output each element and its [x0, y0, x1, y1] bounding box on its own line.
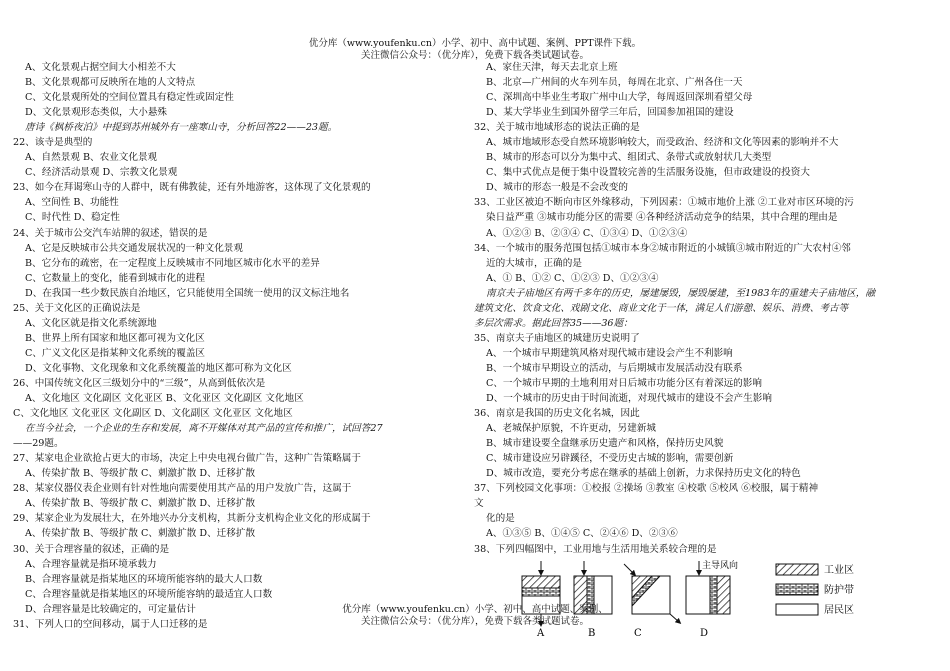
right-column-line: C、一个城市早期的土地利用对日后城市功能分区有着深远的影响 — [486, 377, 762, 389]
left-column-line: A、文化地区 文化副区 文化亚区 B、文化亚区 文化副区 文化地区 — [25, 393, 304, 405]
footer-line-1: 优分库（www.youfenku.cn）小学、初中、高中试题、案例、 — [342, 604, 608, 615]
label-d: D — [700, 627, 709, 639]
right-column-line: A、老城保护原貌，不许更动，另建新城 — [486, 423, 657, 435]
label-b: B — [588, 627, 596, 639]
left-column-line: B、世界上所有国家和地区都可视为文化区 — [25, 332, 205, 344]
page-header — [0, 38, 950, 62]
right-column-line: 32、关于城市地域形态的说法正确的是 — [474, 122, 640, 134]
left-column-line: 29、某家企业为发展壮大，在外地兴办分支机构，其新分支机构企业文化的形成属于 — [13, 513, 371, 525]
right-column-line: B、北京—广州间的火车列车员，每周在北京、广州各住一天 — [486, 77, 743, 89]
left-column-line: 在当今社会，一个企业的生存和发展，离不开媒体对其产品的宣传和推广，试回答27 — [25, 423, 383, 435]
left-column-line: C、时代性 D、稳定性 — [25, 212, 120, 224]
left-column-line: C、广义文化区是指某种文化系统的覆盖区 — [25, 347, 206, 359]
left-column-line: 25、关于文化区的正确说法是 — [13, 302, 141, 314]
left-column-line: A、合理容量就是指环境承载力 — [25, 558, 157, 570]
legend-buffer: 防护带 — [824, 584, 854, 596]
right-column-line: 南京夫子庙地区有两千多年的历史，屡建屡毁，屡毁屡建，至1983年的重建夫子庙地区，融 — [486, 287, 875, 299]
left-column-line: A、传染扩散 B、等级扩散 C、刺激扩散 D、迁移扩散 — [25, 498, 256, 510]
right-column-line: A、家住天津，每天去北京上班 — [486, 62, 618, 73]
left-column-line: 22、该寺是典型的 — [13, 137, 93, 149]
right-column-line: C、深圳高中毕业生考取广州中山大学，每周返回深圳看望父母 — [486, 92, 753, 104]
label-c: C — [634, 627, 642, 639]
right-column-line: 33、工业区被迫不断向市区外缘移动，下列因素：①城市地价上涨 ②工业对市区环境的污 — [474, 197, 854, 209]
left-column-line: C、文化景观所处的空间位置具有稳定性或固定性 — [25, 92, 234, 104]
left-column-line: C、合理容量就是指某地区的环境所能容纳的最适宜人口数 — [25, 588, 273, 600]
left-column-line: 唐诗《枫桥夜泊》中提到苏州城外有一座寒山寺，分析回答22——23题。 — [25, 122, 338, 134]
right-column-line: B、城市的形态可以分为集中式、组团式、条带式或放射状几大类型 — [486, 152, 772, 164]
left-column-line: A、文化景观占据空间大小相差不大 — [25, 62, 176, 73]
right-column-line: 37、下列校园文化事项：①校报 ②操场 ③教室 ④校歌 ⑤校风 ⑥校服，属于精神 — [474, 483, 819, 495]
legend-residential: 居民区 — [824, 604, 854, 616]
right-column-line: C、集中式优点是便于集中设置较完善的生活服务设施，但市政建设的投资大 — [486, 167, 810, 179]
left-column-line: 27、某家电企业欲抢占更大的市场，决定上中央电视台做广告，这种广告策略属于 — [13, 453, 361, 465]
left-column-line: A、文化区就是指文化系统源地 — [25, 317, 157, 329]
label-a: A — [537, 627, 545, 639]
right-column-line: D、一个城市的历史由于时间流逝，对现代城市的建设不会产生影响 — [486, 393, 772, 405]
right-column-line: D、城市改造，要充分考虑在继承的基础上创新，力求保持历史文化的特色 — [486, 468, 801, 480]
land-use-diagram — [474, 558, 924, 642]
page-footer — [0, 604, 950, 628]
right-column-line: 近的大城市，正确的是 — [486, 257, 582, 269]
left-column-line: B、文化景观都可反映所在地的人文特点 — [25, 77, 196, 89]
right-column-line: A、①②③ B、②③④ C、①③④ D、①②③④ — [486, 227, 688, 239]
right-column-line: 34、一个城市的服务范围包括①城市本身②城市附近的小城镇③城市附近的广大农村④邻 — [474, 242, 851, 254]
left-column-line: 24、关于城市公交汽车站牌的叙述，错误的是 — [13, 227, 208, 239]
right-column-line: B、城市建设要全盘继承历史遗产和风格，保持历史风貌 — [486, 438, 724, 450]
right-column-line: 建筑文化、饮食文化、戏剧文化、商业文化于一体，满足人们游憩、娱乐、消费、考古等 — [474, 302, 849, 314]
left-column-line: 23、如今在拜谒寒山寺的人群中，既有佛教徒，还有外地游客，这体现了文化景观的 — [13, 182, 371, 194]
right-column-line: 多层次需求。据此回答35——36题： — [474, 317, 633, 329]
right-column-line: 35、南京夫子庙地区的城建历史说明了 — [474, 332, 640, 344]
left-column-line: 26、中国传统文化区三级划分中的“三级”，从高到低依次是 — [13, 377, 266, 389]
left-column-line: A、空间性 B、功能性 — [25, 197, 119, 209]
left-column-line: D、文化景观形态类似，大小悬殊 — [25, 107, 168, 119]
left-column-line: 30、关于合理容量的叙述，正确的是 — [13, 543, 170, 555]
right-column-line: D、某大学毕业生到国外留学三年后，回国参加祖国的建设 — [486, 107, 734, 119]
land-use-figure — [474, 558, 924, 642]
header-line-1: 优分库（www.youfenku.cn）小学、初中、高中试题、案例、PPT课件下载。 — [308, 38, 642, 49]
left-column-line: 28、某家仪器仪表企业则有针对性地向需要使用其产品的用户发放广告，这属于 — [13, 483, 352, 495]
footer-line-2: 关注微信公众号：（优分库），免费下载各类试题试卷。 — [360, 616, 589, 627]
right-column-line: A、① B、①② C、①②③ D、①②③④ — [486, 272, 659, 284]
left-column-line: C、它数量上的变化，能看到城市化的进程 — [25, 272, 206, 284]
left-column-line: ——29题。 — [13, 438, 64, 450]
right-column-line: 38、下列四幅图中，工业用地与生活用地关系较合理的是 — [474, 543, 717, 555]
left-column-line: B、合理容量就是指某地区的环境所能容纳的最大人口数 — [25, 573, 263, 585]
right-column-line: B、一个城市早期设立的活动，与后期城市发展活动没有联系 — [486, 362, 743, 374]
right-column-line: A、一个城市早期建筑风格对现代城市建设会产生不利影响 — [486, 347, 733, 359]
left-column-line: C、文化地区 文化亚区 文化副区 D、文化副区 文化亚区 文化地区 — [13, 408, 293, 420]
left-column-line: A、传染扩散 B、等级扩散 C、刺激扩散 D、迁移扩散 — [25, 468, 256, 480]
left-column-line: A、它是反映城市公共交通发展状况的一种文化景观 — [25, 242, 243, 254]
right-column-line: 文 — [474, 498, 484, 510]
header-line-2: 关注微信公众号：（优分库），免费下载各类试题试卷。 — [360, 50, 589, 61]
left-column-line: 31、下列人口的空间移动，属于人口迁移的是 — [13, 618, 208, 630]
right-column-line: 化的是 — [486, 513, 515, 525]
left-column-line: D、合理容量是比较确定的，可定量估计 — [25, 603, 196, 615]
right-column-line: 36、南京是我国的历史文化名城，因此 — [474, 408, 640, 420]
left-column-line: A、传染扩散 B、等级扩散 C、刺激扩散 D、迁移扩散 — [25, 528, 256, 540]
left-column-line: C、经济活动景观 D、宗教文化景观 — [25, 167, 178, 179]
legend-industrial: 工业区 — [824, 564, 854, 576]
right-column-line: A、①③⑤ B、①④⑤ C、②④⑥ D、②③⑥ — [486, 528, 678, 540]
left-column-line: D、文化事物、文化现象和文化系统覆盖的地区都可称为文化区 — [25, 362, 292, 374]
left-column-line: A、自然景观 B、农业文化景观 — [25, 152, 158, 164]
left-column-line: D、在我国一些少数民族自治地区，它只能使用全国统一使用的汉文标注地名 — [25, 287, 350, 299]
right-column-line: A、城市地域形态受自然环境影响较大，而受政治、经济和文化等因素的影响并不大 — [486, 137, 839, 149]
right-column-line: 染日益严重 ③城市功能分区的需要 ④各种经济活动竞争的结果，其中合理的理由是 — [486, 212, 838, 224]
left-column — [13, 60, 453, 632]
right-column-line: C、城市建设应另辟蹊径，不受历史古城的影响，需要创新 — [486, 453, 734, 465]
right-column-line: D、城市的形态一般是不会改变的 — [486, 182, 629, 194]
wind-direction-label: 主导风向 — [702, 560, 739, 571]
right-column — [474, 60, 924, 642]
left-column-line: B、它分布的疏密，在一定程度上反映城市不同地区城市化水平的差异 — [25, 257, 320, 269]
